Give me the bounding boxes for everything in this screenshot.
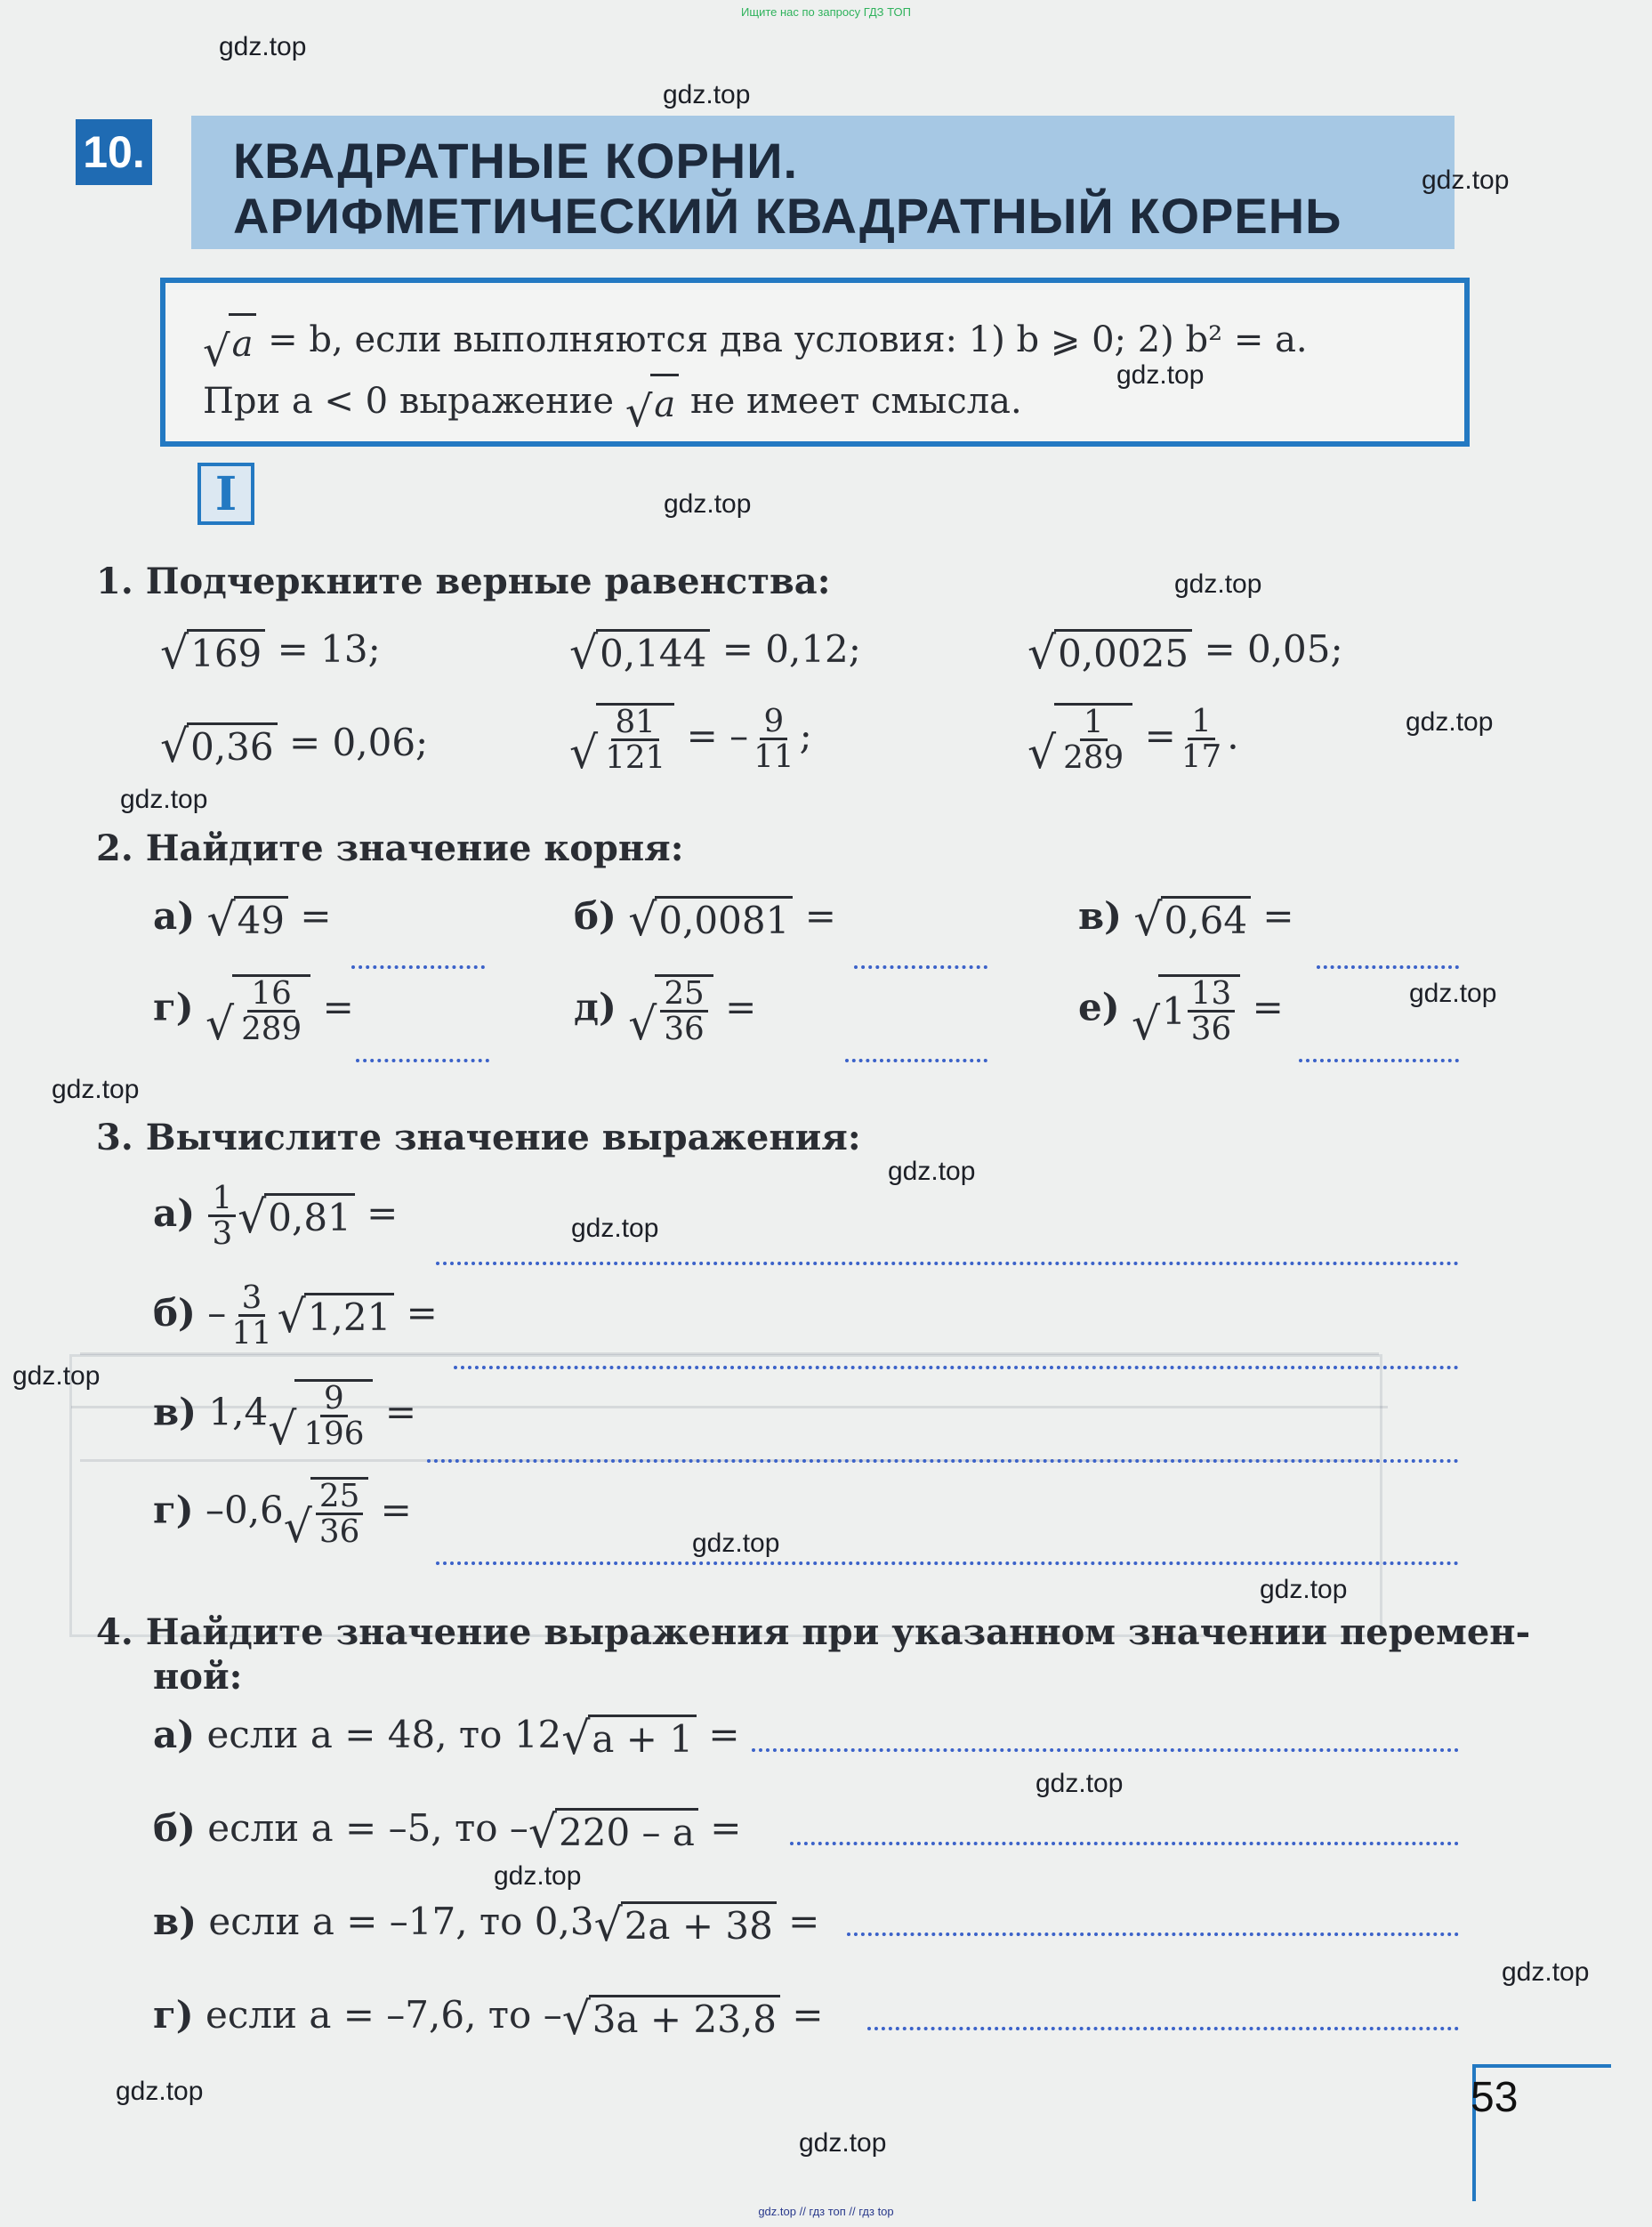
task-2-item: д) √ $\frac{25}{36}$ = <box>574 975 757 1050</box>
watermark: gdz.top <box>1502 1957 1590 1987</box>
answer-line[interactable] <box>867 2027 1459 2030</box>
task-number: 2. <box>96 827 133 869</box>
task-text-cont: ной: <box>153 1656 243 1698</box>
watermark: gdz.top <box>799 2128 887 2158</box>
answer-line[interactable] <box>436 1561 1459 1565</box>
task-text: Найдите значение корня: <box>145 827 684 869</box>
watermark: gdz.top <box>1174 569 1262 599</box>
task-number: 1. <box>96 561 133 602</box>
page-number: 53 <box>1471 2074 1519 2121</box>
answer-line[interactable] <box>847 1932 1459 1936</box>
watermark: gdz.top <box>52 1075 140 1104</box>
watermark: gdz.top <box>664 489 752 519</box>
task-4-heading <box>96 1610 1530 1699</box>
answer-line[interactable] <box>1317 965 1459 969</box>
task-4-item: б) если a = –5, то – √ 220 – a = <box>153 1804 742 1858</box>
answer-line[interactable] <box>790 1842 1459 1845</box>
answer-line[interactable] <box>351 965 485 969</box>
task-4-item: а) если a = 48, то 12 √ a + 1 = <box>153 1711 740 1764</box>
task-3-item: б) – $\frac{3}{11}$ √ 1,21 = <box>153 1279 438 1352</box>
section-label: I <box>197 463 254 525</box>
answer-line[interactable] <box>436 1262 1459 1265</box>
task-2-item: е) √ 1 $\frac{13}{36}$ = <box>1078 975 1284 1050</box>
definition-line1-text: = b, если выполняются два условия: 1) b ⩾ 0; 2) b² = a. <box>268 319 1308 360</box>
task-1-heading <box>96 561 831 602</box>
answer-line[interactable] <box>454 1366 1459 1369</box>
task-1-item[interactable]: √ 169 = 13; <box>160 625 381 679</box>
watermark: gdz.top <box>494 1861 582 1891</box>
watermark: gdz.top <box>120 785 208 814</box>
task-3-item: а) $\frac{1}{3}$ √ 0,81 = <box>153 1180 399 1253</box>
answer-line[interactable] <box>427 1459 1459 1463</box>
answer-line[interactable] <box>1299 1059 1459 1062</box>
top-note: Ищите нас по запросу ГДЗ ТОП <box>741 5 911 19</box>
task-text: Вычислите значение выражения: <box>145 1117 861 1158</box>
task-2-item: б) √ 0,0081 = <box>574 892 836 946</box>
watermark: gdz.top <box>12 1361 101 1391</box>
watermark: gdz.top <box>663 80 751 109</box>
watermark: gdz.top <box>571 1214 659 1243</box>
task-2-item: а) √ 49 = <box>153 892 332 946</box>
task-number: 3. <box>96 1117 133 1158</box>
task-1-item[interactable]: √ 0,144 = 0,12; <box>569 625 861 679</box>
watermark: gdz.top <box>1260 1575 1348 1604</box>
task-3-item: г) –0,6 √ $\frac{25}{36}$ = <box>153 1478 412 1553</box>
watermark: gdz.top <box>1036 1769 1124 1798</box>
task-3-heading <box>96 1117 861 1158</box>
chapter-title-line2: АРИФМЕТИЧЕСКИЙ КВАДРАТНЫЙ КОРЕНЬ <box>233 188 1342 244</box>
answer-line[interactable] <box>752 1748 1459 1752</box>
task-number: 4. <box>96 1611 133 1653</box>
task-text: Найдите значение выражения при указанном значении перемен- <box>145 1611 1531 1653</box>
definition-line2-prefix: При a < 0 выражение <box>203 380 615 422</box>
sqrt-symbol: √ a <box>203 313 256 373</box>
answer-line[interactable] <box>845 1059 987 1062</box>
watermark: gdz.top <box>1116 360 1205 390</box>
task-1-item[interactable]: √ $\frac{81}{121}$ = – $\frac{9}{11}$ ; <box>569 702 812 779</box>
definition-line2-suffix: не имеет смысла. <box>689 380 1022 422</box>
chapter-number: 10. <box>76 119 152 185</box>
task-4-item: г) если a = –7,6, то – √ 3a + 23,8 = <box>153 1991 824 2045</box>
task-1-item[interactable]: √ 0,36 = 0,06; <box>160 719 429 772</box>
chapter-title-line1: КВАДРАТНЫЕ КОРНИ. <box>233 133 799 189</box>
watermark: gdz.top <box>888 1157 976 1186</box>
task-4-item: в) если a = –17, то 0,3 √ 2a + 38 = <box>153 1898 820 1951</box>
watermark: gdz.top <box>1406 707 1494 737</box>
task-3-item: в) 1,4 √ $\frac{9}{196}$ = <box>153 1380 417 1455</box>
watermark: gdz.top <box>1422 165 1510 195</box>
watermark: gdz.top <box>219 32 307 61</box>
task-2-heading <box>96 827 683 869</box>
task-2-item: г) √ $\frac{16}{289}$ = <box>153 975 354 1050</box>
watermark: gdz.top <box>116 2077 204 2106</box>
sqrt-symbol: √ a <box>625 374 679 433</box>
answer-line[interactable] <box>356 1059 489 1062</box>
answer-line[interactable] <box>854 965 987 969</box>
watermark: gdz.top <box>692 1529 780 1558</box>
task-1-item[interactable]: √ $\frac{1}{289}$ = $\frac{1}{17}$ . <box>1027 702 1239 779</box>
task-2-item: в) √ 0,64 = <box>1078 892 1294 946</box>
task-1-item[interactable]: √ 0,0025 = 0,05; <box>1027 625 1343 679</box>
chapter-title <box>233 133 1342 244</box>
task-text: Подчеркните верные равенства: <box>145 561 831 602</box>
footer-note: gdz.top // гдз топ // гдз top <box>758 2205 894 2218</box>
watermark: gdz.top <box>1409 979 1497 1008</box>
